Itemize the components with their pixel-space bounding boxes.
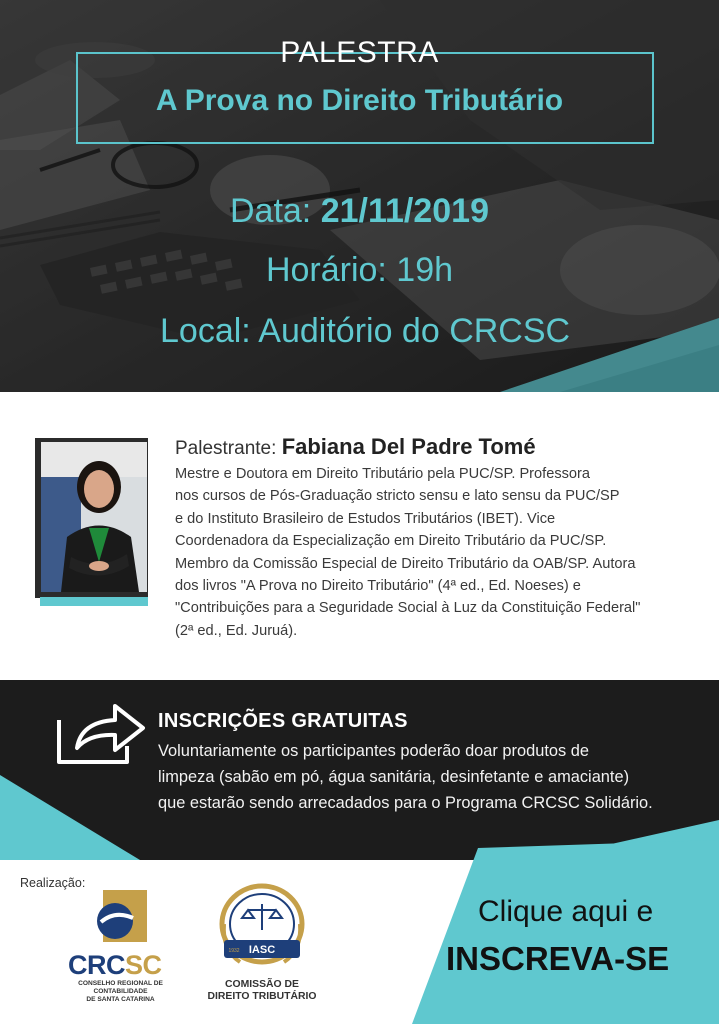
iasc-subtitle-line: COMISSÃO DE	[225, 979, 299, 990]
bio-line: Coordenadora da Especialização em Direito Tributário da PUC/SP.	[175, 533, 607, 550]
crcsc-subtitle-line: DE SANTA CATARINA	[86, 996, 155, 1003]
crcsc-logo-part1: CRC	[68, 950, 125, 980]
speaker-name: Fabiana Del Padre Tomé	[281, 434, 536, 459]
bio-line: Mestre e Doutora em Direito Tributário pela PUC/SP. Professora	[175, 466, 591, 482]
crcsc-logo-text	[68, 950, 162, 981]
event-location: Local: Auditório do CRCSC	[160, 312, 571, 350]
bio-line: nos cursos de Pós-Graduação stricto sensu e lato sensu da PUC/SP	[175, 488, 620, 505]
event-title: A Prova no Direito Tributário	[155, 84, 564, 117]
bio-line: "Contribuições para a Seguridade Social à Luz da Constituição Federal"	[175, 600, 641, 617]
cta-click-here[interactable]: Clique aqui e	[478, 895, 654, 928]
cta-register-button[interactable]: INSCREVA-SE	[446, 940, 670, 977]
date-label: Data:	[229, 192, 312, 230]
event-type: PALESTRA	[280, 36, 439, 69]
event-time: Horário: 19h	[265, 251, 454, 289]
iasc-seal-year: 1932	[228, 948, 240, 954]
bio-line: e do Instituto Brasileiro de Estudos Tributários (IBET). Vice	[175, 510, 556, 527]
iasc-seal-text: IASC	[248, 944, 276, 956]
date-value: 21/11/2019	[320, 192, 489, 230]
iasc-logo-subtitle	[196, 979, 328, 1003]
speaker-label: Palestrante:	[175, 438, 277, 459]
crcsc-logo-subtitle	[58, 980, 183, 1004]
bio-line: (2ª ed., Ed. Juruá).	[175, 622, 298, 639]
crcsc-subtitle-line: CONSELHO REGIONAL DE CONTABILIDADE	[78, 980, 163, 995]
registration-title: INSCRIÇÕES GRATUITAS	[158, 710, 408, 732]
bio-line: dos livros "A Prova no Direito Tributário" (4ª ed., Ed. Noeses) e	[175, 578, 581, 595]
crcsc-logo-part2: SC	[125, 950, 162, 980]
bio-line: Membro da Comissão Especial de Direito Tributário da OAB/SP. Autora	[175, 555, 636, 572]
iasc-subtitle-line: DIREITO TRIBUTÁRIO	[207, 991, 317, 1002]
registration-line: que estarão sendo arrecadados para o Programa CRCSC Solidário.	[158, 794, 653, 812]
registration-line: Voluntariamente os participantes poderão doar produtos de	[158, 742, 589, 760]
registration-line: limpeza (sabão em pó, água sanitária, desinfetante e amaciante)	[158, 768, 630, 786]
iasc-seal-logo	[210, 882, 314, 974]
realizacao-label: Realização:	[20, 876, 86, 890]
